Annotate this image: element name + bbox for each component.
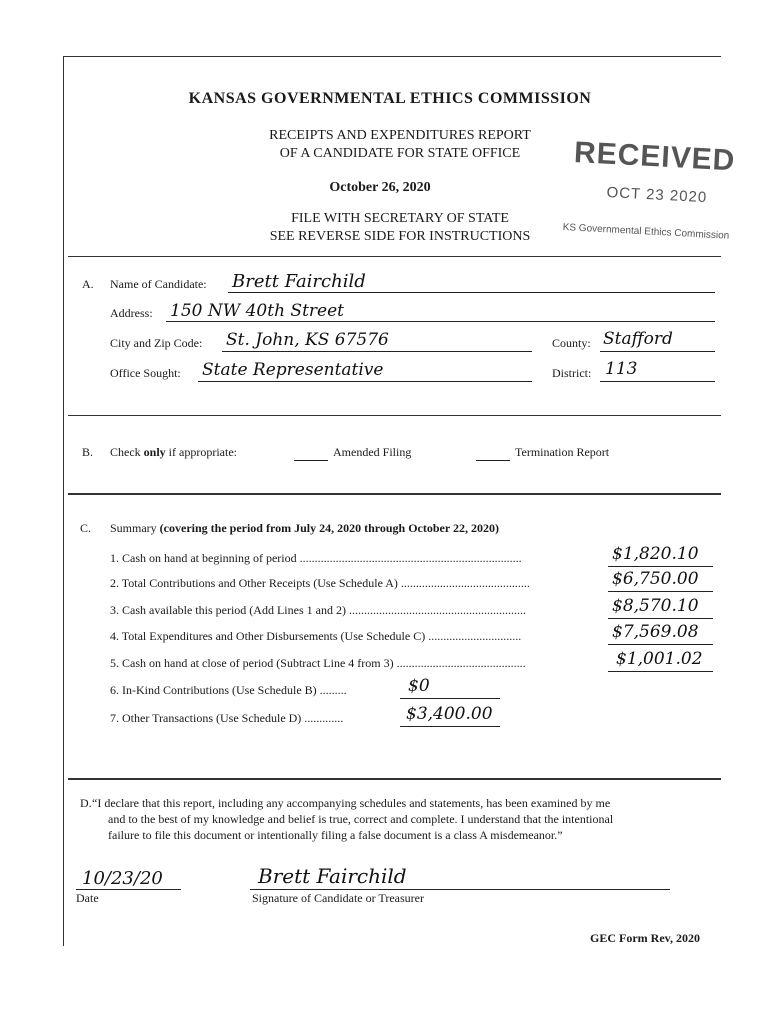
county-label: County:	[552, 336, 591, 350]
signature-value: Brett Fairchild	[258, 864, 407, 888]
commission-title: KANSAS GOVERNMENTAL ETHICS COMMISSION	[188, 90, 592, 107]
declaration-line1: “I declare that this report, including any accompanying schedules and statements, has been examined by me	[92, 796, 611, 810]
district-value: 113	[605, 359, 638, 379]
summary-line-5-value: $1,001.02	[616, 649, 703, 669]
summary-line-5-field	[608, 671, 713, 672]
report-date: October 26, 2020	[329, 180, 431, 195]
section-d-letter: D.	[80, 796, 92, 810]
candidate-name-label: Name of Candidate:	[110, 277, 207, 291]
report-title-line1: RECEIPTS AND EXPENDITURES REPORT	[269, 128, 531, 143]
summary-title: Summary (covering the period from July 24, 2020 through October 22, 2020)	[110, 521, 499, 535]
received-stamp-org: KS Governmental Ethics Commission	[562, 222, 730, 242]
summary-line-4-value: $7,569.08	[612, 622, 699, 642]
divider-b	[68, 415, 721, 416]
received-stamp-title: RECEIVED	[573, 136, 737, 178]
county-field	[600, 351, 715, 352]
report-title-line2: OF A CANDIDATE FOR STATE OFFICE	[279, 146, 521, 161]
summary-line-6: 6. In-Kind Contributions (Use Schedule B) .........	[110, 683, 347, 697]
divider-a	[68, 256, 721, 257]
section-b-letter: B.	[82, 445, 94, 459]
summary-line-1-value: $1,820.10	[612, 544, 699, 564]
summary-line-7-value: $3,400.00	[406, 704, 493, 724]
amended-filing-blank	[294, 460, 328, 461]
amended-filing-label: Amended Filing	[333, 445, 412, 459]
section-c-letter: C.	[80, 521, 92, 535]
office-sought-label: Office Sought:	[110, 366, 181, 380]
date-label: Date	[76, 891, 99, 905]
district-field	[600, 381, 715, 382]
county-value: Stafford	[603, 329, 673, 349]
termination-report-blank	[476, 460, 510, 461]
declaration-line2: and to the best of my knowledge and belief is true, correct and complete. I understand that the intentional	[108, 812, 614, 826]
summary-line-3-value: $8,570.10	[612, 596, 699, 616]
summary-line-4: 4. Total Expenditures and Other Disbursements (Use Schedule C) ...............................	[110, 629, 522, 643]
check-only-label: Check only if appropriate:	[110, 445, 237, 459]
summary-line-1: 1. Cash on hand at beginning of period ..........................................................................	[110, 551, 522, 565]
address-label: Address:	[110, 306, 153, 320]
city-zip-label: City and Zip Code:	[110, 336, 203, 350]
summary-line-3-field	[608, 618, 713, 619]
received-stamp-date: OCT 23 2020	[606, 184, 708, 207]
divider-d	[68, 778, 721, 780]
signed-date-value: 10/23/20	[82, 868, 163, 889]
summary-line-7-field	[400, 726, 500, 727]
address-value: 150 NW 40th Street	[170, 301, 344, 321]
city-zip-field	[222, 351, 532, 352]
termination-report-label: Termination Report	[515, 445, 610, 459]
candidate-name-field	[228, 292, 715, 293]
address-field	[166, 321, 715, 322]
divider-c	[68, 493, 721, 495]
district-label: District:	[552, 366, 592, 380]
summary-line-1-field	[608, 566, 713, 567]
summary-line-3: 3. Cash available this period (Add Lines 1 and 2) ...........................................................	[110, 603, 526, 617]
form-revision: GEC Form Rev, 2020	[590, 931, 700, 945]
office-sought-value: State Representative	[202, 360, 384, 380]
summary-line-2: 2. Total Contributions and Other Receipts (Use Schedule A) ...........................................	[110, 576, 530, 590]
frame-left-line	[63, 56, 64, 946]
office-sought-field	[198, 381, 532, 382]
summary-line-7: 7. Other Transactions (Use Schedule D) .............	[110, 711, 344, 725]
file-instruction-line2: SEE REVERSE SIDE FOR INSTRUCTIONS	[269, 229, 531, 244]
summary-line-2-value: $6,750.00	[612, 569, 699, 589]
city-zip-value: St. John, KS 67576	[226, 330, 389, 350]
summary-line-4-field	[608, 644, 713, 645]
summary-line-6-field	[400, 698, 500, 699]
signed-date-field	[76, 889, 181, 890]
signature-label: Signature of Candidate or Treasurer	[252, 891, 424, 905]
section-a-letter: A.	[82, 277, 94, 291]
summary-line-2-field	[608, 591, 713, 592]
declaration-line3: failure to file this document or intentionally filing a false document is a class A misdemeanor.”	[108, 828, 563, 842]
signature-field	[250, 889, 670, 890]
summary-line-6-value: $0	[408, 676, 430, 696]
file-instruction-line1: FILE WITH SECRETARY OF STATE	[291, 211, 509, 226]
summary-line-5: 5. Cash on hand at close of period (Subtract Line 4 from 3) ...........................................	[110, 656, 526, 670]
candidate-name-value: Brett Fairchild	[232, 271, 366, 292]
frame-top-line	[63, 56, 721, 57]
